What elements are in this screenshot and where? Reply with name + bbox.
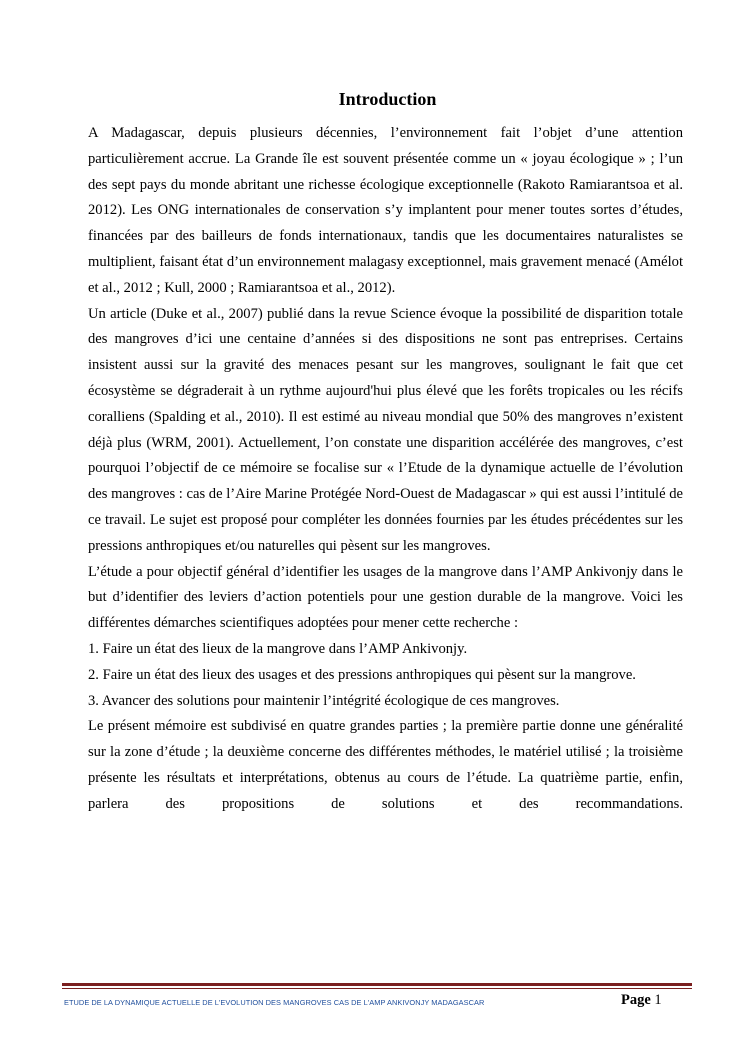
- footer-divider: [62, 983, 692, 986]
- paragraph-context: A Madagascar, depuis plusieurs décennies, l’environnement fait l’objet d’une attention particulièrement accrue. La Grande île est souvent présentée comme un « joyau écologique » ; l’un des sept pays du monde abritant une richesse écologique exceptionnelle (Rakoto Ramiarantsoa et al. 2012). Les ONG internationales de conservation s’y implantent pour mener toutes sortes d’études, financées par des bailleurs de fonds internationaux, tandis que les documentaires naturalistes se multiplient, faisant état d’un environnement malagasy exceptionnel, mais gravement menacé (Amélot et al., 2012 ; Kull, 2000 ; Ramiarantsoa et al., 2012).: [88, 125, 683, 296]
- body-text: [88, 121, 683, 818]
- paragraph-structure: Le présent mémoire est subdivisé en quatre grandes parties ; la première partie donne une généralité sur la zone d’étude ; la deuxième concerne des différentes méthodes, le matériel utilisé ; la troisième présente les résultats et interprétations, obtenus au cours de l’étude. La quatrième partie, enfin, parlera des propositions de solutions et des recommandations.: [88, 718, 683, 812]
- list-item: 2. Faire un état des lieux des usages et des pressions anthropiques qui pèsent sur la mangrove.: [88, 666, 636, 683]
- page-title: Introduction: [338, 89, 437, 109]
- list-item: 3. Avancer des solutions pour maintenir l’intégrité écologique de ces mangroves.: [88, 692, 560, 709]
- paragraph-problem: Un article (Duke et al., 2007) publié dans la revue Science évoque la possibilité de disparition totale des mangroves d’ici une centaine d’années si des dispositions ne sont pas entreprises. Certains insistent aussi sur la gravité des menaces pesant sur les mangroves, soulignant le fait que cet écosystème se dégraderait à un rythme aujourd'hui plus élevé que les forêts tropicales ou les récifs coralliens (Spalding et al., 2010). Il est estimé au niveau mondial que 50% des mangroves n’existent déjà plus (WRM, 2001). Actuellement, l’on constate une disparition accélérée des mangroves, c’est pourquoi l’objectif de ce mémoire se focalise sur « l’Etude de la dynamique actuelle de l’évolution des mangroves : cas de l’Aire Marine Protégée Nord-Ouest de Madagascar » qui est aussi l’intitulé de ce travail. Le sujet est proposé pour compléter les données fournies par les études précédentes sur les pressions anthropiques et/ou naturelles qui pèsent sur les mangroves.: [88, 305, 683, 554]
- footer-divider-thin: [62, 988, 692, 989]
- page-label: Page: [621, 992, 651, 1008]
- footer-running-title: ETUDE DE LA DYNAMIQUE ACTUELLE DE L'EVOLUTION DES MANGROVES CAS DE L'AMP ANKIVONJY MADAGASCAR: [64, 998, 485, 1007]
- page-number-value: 1: [654, 992, 662, 1008]
- paragraph-objective: L’étude a pour objectif général d’identifier les usages de la mangrove dans l’AMP Ankivonjy dans le but d’identifier des leviers d’action potentiels pour une gestion durable de la mangrove. Voici les différentes démarches scientifiques adoptées pour mener cette recherche :: [88, 563, 683, 632]
- page-number: [621, 992, 662, 1009]
- list-item: 1. Faire un état des lieux de la mangrove dans l’AMP Ankivonjy.: [88, 640, 468, 657]
